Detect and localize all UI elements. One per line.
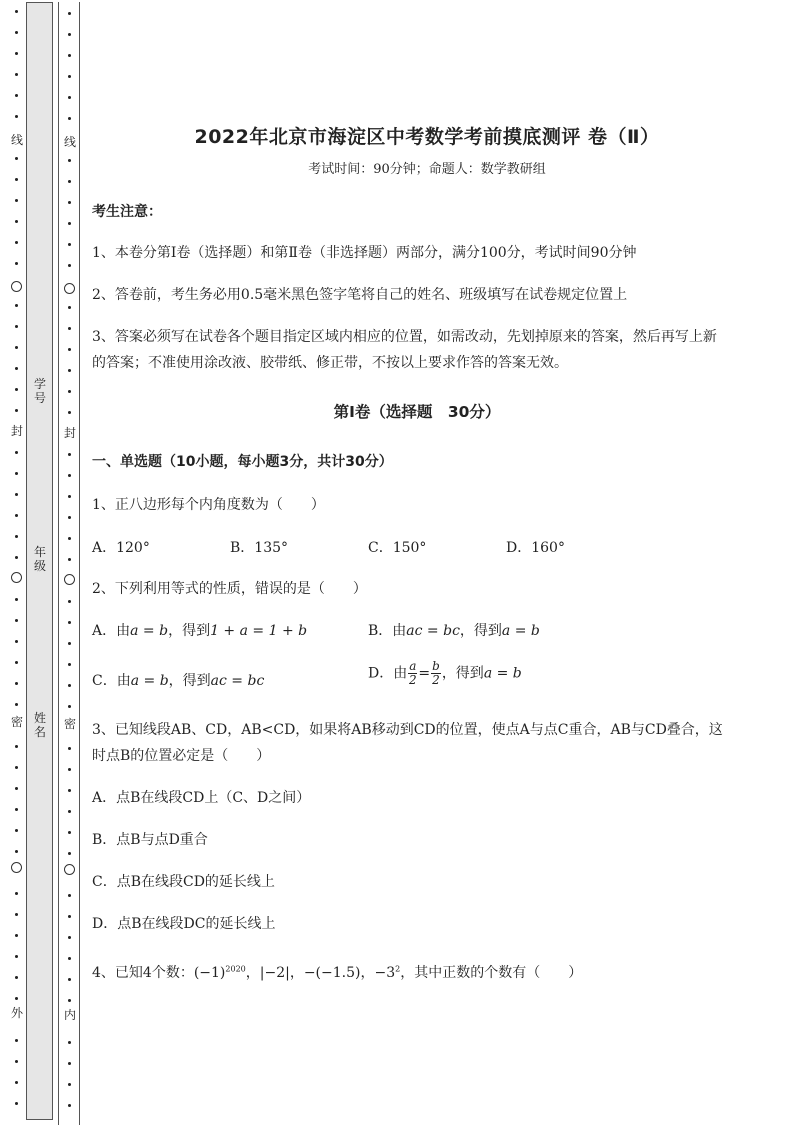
- q1-option-a: A．120°: [92, 540, 150, 556]
- q4-number-1: (−1): [193, 965, 226, 981]
- outer-dot: [15, 409, 18, 412]
- outer-mark-4: 外: [10, 1006, 23, 1020]
- inner-dot: [68, 390, 71, 393]
- outer-dot: [15, 640, 18, 643]
- q2-b-condition: ac = bc: [406, 623, 460, 639]
- inner-dot: [68, 684, 71, 687]
- inner-dot: [68, 978, 71, 981]
- inner-dot: [68, 894, 71, 897]
- inner-dot: [68, 348, 71, 351]
- inner-dot: [68, 1104, 71, 1107]
- q2-d-fraction-right: $\frac{b}{2}$: [432, 659, 440, 687]
- part-heading: 一、单选题（10小题，每小题3分，共计30分）: [92, 454, 393, 470]
- outer-mark-2: 封: [10, 424, 23, 438]
- outer-circle-icon: [11, 281, 22, 292]
- outer-dot: [15, 94, 18, 97]
- inner-mark-4: 内: [63, 1008, 76, 1022]
- outer-dot: [15, 31, 18, 34]
- student-info-strip: [26, 2, 53, 1120]
- student-id-label: 学号: [33, 377, 46, 405]
- inner-dot: [68, 264, 71, 267]
- q2-option-a: A．由a = b，得到1 + a = 1 + b: [92, 623, 308, 639]
- q1-stem: 1、正八边形每个内角度数为（ ）: [92, 497, 325, 513]
- inner-dot: [68, 1062, 71, 1065]
- outer-dot: [15, 556, 18, 559]
- q2-option-b: B．由ac = bc，得到a = b: [368, 623, 540, 639]
- inner-dot: [68, 453, 71, 456]
- outer-dot: [15, 703, 18, 706]
- inner-dot: [68, 831, 71, 834]
- notice-item-1: 1、本卷分第I卷（选择题）和第Ⅱ卷（非选择题）两部分，满分100分，考试时间90分钟: [92, 245, 637, 261]
- q2-stem: 2、下列利用等式的性质，错误的是（ ）: [92, 581, 367, 597]
- inner-dot: [68, 201, 71, 204]
- outer-dot: [15, 1081, 18, 1084]
- outer-dot: [15, 304, 18, 307]
- outer-dot: [15, 10, 18, 13]
- inner-dot: [68, 852, 71, 855]
- inner-dot: [68, 705, 71, 708]
- inner-dot: [68, 33, 71, 36]
- q2-d-result: a = b: [483, 665, 522, 682]
- notice-item-3: 3、答案必须写在试卷各个题目指定区域内相应的位置，如需改动，先划掉原来的答案，然后再写上新: [92, 329, 717, 345]
- inner-dot: [68, 768, 71, 771]
- grade-label: 年级: [33, 545, 46, 573]
- outer-dot: [15, 598, 18, 601]
- inner-dotted-margin: [58, 2, 80, 1125]
- inner-dot: [68, 159, 71, 162]
- outer-dot: [15, 472, 18, 475]
- outer-dot: [15, 661, 18, 664]
- notice-item-3-cont: 的答案；不准使用涂改液、胶带纸、修正带，不按以上要求作答的答案无效。: [92, 355, 568, 371]
- outer-dot: [15, 367, 18, 370]
- inner-dot: [68, 915, 71, 918]
- inner-circle-icon: [64, 283, 75, 294]
- outer-dot: [15, 178, 18, 181]
- inner-dot: [68, 663, 71, 666]
- inner-dot: [68, 747, 71, 750]
- inner-dot: [68, 75, 71, 78]
- outer-dot: [15, 493, 18, 496]
- q2-option-c: C．由a = b，得到ac = bc: [92, 673, 265, 689]
- outer-dot: [15, 913, 18, 916]
- inner-dot: [68, 327, 71, 330]
- inner-mark-3: 密: [63, 717, 76, 731]
- inner-dot: [68, 621, 71, 624]
- q2-a-condition: a = b: [130, 623, 169, 639]
- inner-dot: [68, 180, 71, 183]
- inner-dot: [68, 957, 71, 960]
- q3-option-b: B．点B与点D重合: [92, 832, 208, 848]
- outer-dot: [15, 766, 18, 769]
- q3-option-c: C．点B在线段CD的延长线上: [92, 874, 275, 890]
- outer-dot: [15, 52, 18, 55]
- inner-dot: [68, 810, 71, 813]
- inner-dot: [68, 243, 71, 246]
- inner-dot: [68, 1083, 71, 1086]
- outer-dot: [15, 73, 18, 76]
- inner-dot: [68, 558, 71, 561]
- outer-dot: [15, 1039, 18, 1042]
- inner-dot: [68, 474, 71, 477]
- outer-dot: [15, 241, 18, 244]
- inner-dot: [68, 495, 71, 498]
- outer-dot: [15, 808, 18, 811]
- q3-stem-line1: 3、已知线段AB、CD，AB<CD，如果将AB移动到CD的位置，使点A与点C重合，AB与CD叠合，这: [92, 722, 723, 738]
- q2-c-condition: a = b: [130, 673, 169, 689]
- q4-exponent-2: 2: [395, 964, 401, 974]
- outer-dot: [15, 115, 18, 118]
- q2-a-result: 1 + a = 1 + b: [210, 623, 308, 639]
- q2-c-result: ac = bc: [210, 673, 265, 689]
- outer-mark-1: 线: [10, 133, 23, 147]
- inner-dot: [68, 936, 71, 939]
- exam-subtitle: 考试时间：90分钟；命题人：数学教研组: [308, 162, 546, 177]
- inner-mark-1: 线: [63, 135, 76, 149]
- inner-dot: [68, 306, 71, 309]
- outer-dot: [15, 934, 18, 937]
- inner-dot: [68, 642, 71, 645]
- name-label: 姓名: [33, 711, 46, 739]
- outer-dotted-margin: [8, 0, 24, 1123]
- inner-dot: [68, 1041, 71, 1044]
- inner-dot: [68, 117, 71, 120]
- inner-mark-2: 封: [63, 426, 76, 440]
- q2-option-d: D．由 $\frac{a}{2}$ = $\frac{b}{2}$ ，得到a = b: [368, 659, 522, 687]
- outer-dot: [15, 850, 18, 853]
- q3-option-a: A．点B在线段CD上（C、D之间）: [92, 790, 311, 806]
- inner-dot: [68, 600, 71, 603]
- q3-stem-line2: 时点B的位置必定是（ ）: [92, 748, 271, 764]
- inner-dot: [68, 369, 71, 372]
- outer-dot: [15, 682, 18, 685]
- outer-dot: [15, 787, 18, 790]
- outer-dot: [15, 346, 18, 349]
- outer-dot: [15, 388, 18, 391]
- notice-heading: 考生注意：: [92, 204, 162, 220]
- notice-item-2: 2、答卷前，考生务必用0.5毫米黑色签字笔将自己的姓名、班级填写在试卷规定位置上: [92, 287, 628, 303]
- outer-dot: [15, 325, 18, 328]
- outer-dot: [15, 514, 18, 517]
- outer-dot: [15, 997, 18, 1000]
- q1-option-c: C．150°: [368, 540, 427, 556]
- outer-dot: [15, 199, 18, 202]
- exam-title: 2022年北京市海淀区中考数学考前摸底测评 卷（Ⅱ）: [194, 126, 660, 148]
- q2-b-result: a = b: [501, 623, 540, 639]
- inner-circle-icon: [64, 574, 75, 585]
- q4-numbers: ，|−2|，−(−1.5)，−3: [245, 965, 396, 981]
- outer-dot: [15, 157, 18, 160]
- inner-dot: [68, 537, 71, 540]
- outer-dot: [15, 892, 18, 895]
- outer-dot: [15, 262, 18, 265]
- outer-dot: [15, 1102, 18, 1105]
- inner-dot: [68, 999, 71, 1002]
- q1-option-d: D．160°: [506, 540, 565, 556]
- outer-dot: [15, 829, 18, 832]
- outer-dot: [15, 535, 18, 538]
- q3-option-d: D．点B在线段DC的延长线上: [92, 916, 276, 932]
- q2-d-fraction-left: $\frac{a}{2}$: [408, 659, 417, 687]
- inner-dot: [68, 222, 71, 225]
- outer-dot: [15, 619, 18, 622]
- outer-circle-icon: [11, 862, 22, 873]
- inner-dot: [68, 516, 71, 519]
- inner-dot: [68, 789, 71, 792]
- outer-dot: [15, 451, 18, 454]
- outer-circle-icon: [11, 572, 22, 583]
- q4-stem: 4、已知4个数：$(-1)^{2020}$，|−2|，−(−1.5)，$-3^2$，其中正数的个数有（ ）: [92, 964, 583, 981]
- outer-dot: [15, 1060, 18, 1063]
- outer-dot: [15, 745, 18, 748]
- inner-dot: [68, 54, 71, 57]
- outer-dot: [15, 955, 18, 958]
- q1-option-b: B．135°: [230, 540, 289, 556]
- inner-dot: [68, 12, 71, 15]
- inner-dot: [68, 96, 71, 99]
- inner-circle-icon: [64, 864, 75, 875]
- q4-exponent-1: 2020: [225, 964, 246, 974]
- section-title: 第I卷（选择题 30分）: [333, 403, 501, 421]
- inner-dot: [68, 411, 71, 414]
- outer-dot: [15, 976, 18, 979]
- outer-mark-3: 密: [10, 715, 23, 729]
- outer-dot: [15, 220, 18, 223]
